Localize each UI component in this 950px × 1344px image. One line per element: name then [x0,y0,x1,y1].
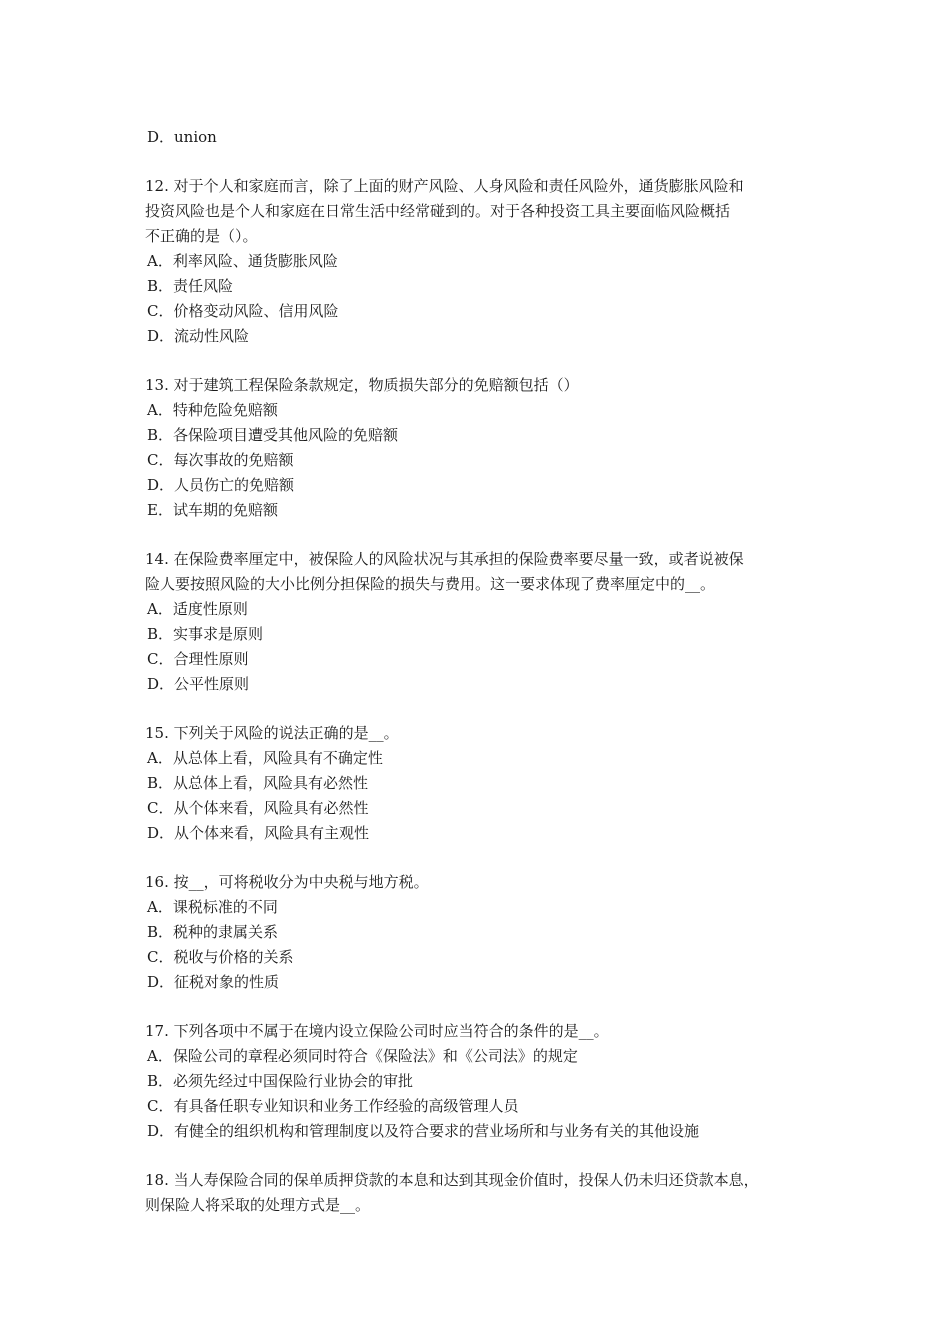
option-a: A．利率风险、通货膨胀风险 [147,252,338,270]
option-a: A．课税标准的不同 [147,898,278,916]
question-13 [145,373,825,523]
option-b: B．实事求是原则 [147,625,264,643]
question-stem-line: 投资风险也是个人和家庭在日常生活中经常碰到的。对于各种投资工具主要面临风险概括 [145,202,731,220]
option-b: B．各保险项目遭受其他风险的免赔额 [147,426,399,444]
document-page [145,125,825,1218]
option-b: B．税种的隶属关系 [147,923,279,941]
question-stem-line: 18. 当人寿保险合同的保单质押贷款的本息和达到其现金价值时，投保人仍未归还贷款本息， [145,1171,759,1189]
option-d: D．人员伤亡的免赔额 [147,476,295,494]
question-17 [145,1019,825,1144]
option-d: D．有健全的组织机构和管理制度以及符合要求的营业场所和与业务有关的其他设施 [147,1122,700,1140]
question-stem-line: 12. 对于个人和家庭而言，除了上面的财产风险、人身风险和责任风险外，通货膨胀风险和 [145,177,744,195]
question-stem-line: 14. 在保险费率厘定中，被保险人的风险状况与其承担的保险费率要尽量一致，或者说被保 [145,550,744,568]
option-b: B．必须先经过中国保险行业协会的审批 [147,1072,414,1090]
question-stem-line: 不正确的是（）。 [145,227,258,245]
option-d: D．流动性风险 [147,327,250,345]
question-stem-line: 15. 下列关于风险的说法正确的是__。 [145,724,399,742]
option-e: E．试车期的免赔额 [147,501,278,519]
option-c: C．有具备任职专业知识和业务工作经验的高级管理人员 [147,1097,519,1115]
question-stem-line: 险人要按照风险的大小比例分担保险的损失与费用。这一要求体现了费率厘定中的__。 [145,575,716,593]
option-c: C．从个体来看，风险具有必然性 [147,799,369,817]
question-stem-line: 17. 下列各项中不属于在境内设立保险公司时应当符合的条件的是__。 [145,1022,609,1040]
question-stem-line: 则保险人将采取的处理方式是__。 [145,1196,371,1214]
question-18 [145,1168,825,1218]
question-14 [145,547,825,697]
option-a: A．适度性原则 [147,600,248,618]
question-15 [145,721,825,846]
option-b: B．责任风险 [147,277,234,295]
option-d: D．union [147,128,217,146]
previous-question-tail [145,125,825,150]
question-16 [145,870,825,995]
option-c: C．每次事故的免赔额 [147,451,294,469]
option-a: A．特种危险免赔额 [147,401,278,419]
option-c: C．税收与价格的关系 [147,948,294,966]
option-c: C．合理性原则 [147,650,249,668]
option-a: A．保险公司的章程必须同时符合《保险法》和《公司法》的规定 [147,1047,578,1065]
question-stem-line: 16. 按__，可将税收分为中央税与地方税。 [145,873,429,891]
option-a: A．从总体上看，风险具有不确定性 [147,749,383,767]
question-stem-line: 13. 对于建筑工程保险条款规定，物质损失部分的免赔额包括（） [145,376,579,394]
option-b: B．从总体上看，风险具有必然性 [147,774,369,792]
option-d: D．从个体来看，风险具有主观性 [147,824,370,842]
question-12 [145,174,825,349]
option-c: C．价格变动风险、信用风险 [147,302,339,320]
option-d: D．征税对象的性质 [147,973,280,991]
option-d: D．公平性原则 [147,675,250,693]
